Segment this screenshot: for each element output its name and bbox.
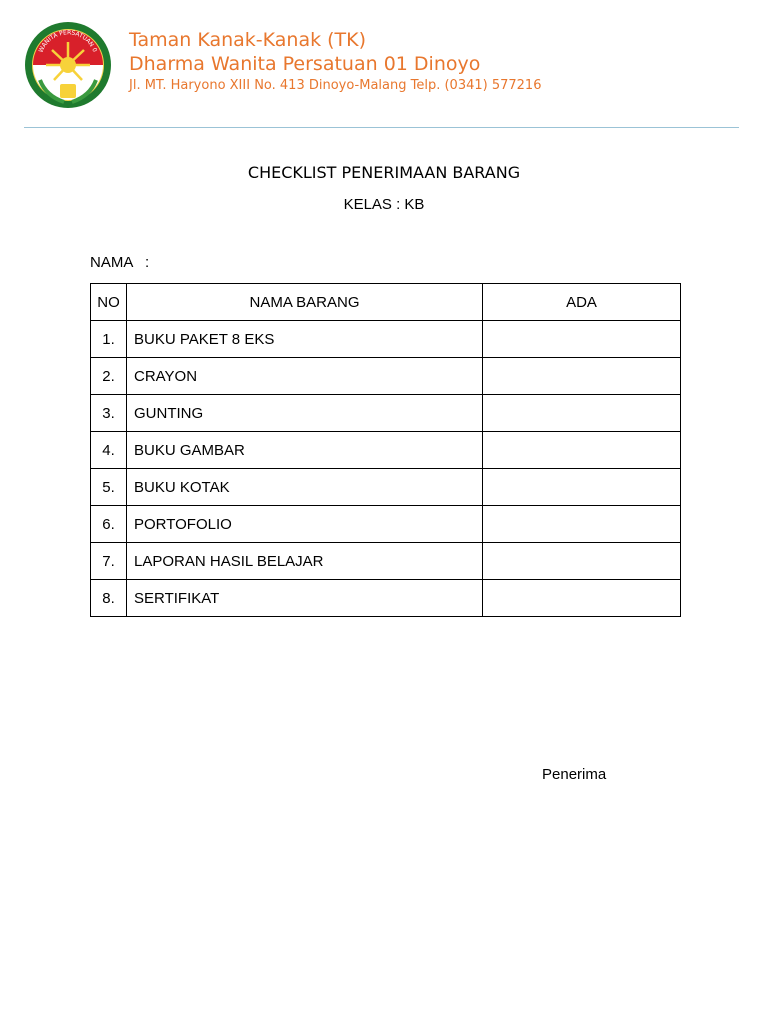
name-line: NAMA : [90,254,150,271]
table-header-row [91,284,681,321]
row-number: 5. [91,469,127,506]
table-row [91,469,681,506]
row-item: BUKU KOTAK [127,469,483,506]
header-divider [24,127,739,128]
row-item: GUNTING [127,395,483,432]
header-no: NO [91,284,127,321]
row-item: LAPORAN HASIL BELAJAR [127,543,483,580]
table-row [91,506,681,543]
table-row [91,395,681,432]
row-ada-cell[interactable] [483,469,681,506]
row-ada-cell[interactable] [483,358,681,395]
checklist-table [90,283,681,617]
school-name: Dharma Wanita Persatuan 01 Dinoyo [129,53,481,75]
row-ada-cell[interactable] [483,432,681,469]
school-logo [24,20,112,110]
row-number: 4. [91,432,127,469]
table-row [91,543,681,580]
table-row [91,580,681,617]
class-line: KELAS : KB [343,196,425,213]
receiver-label: Penerima [542,766,607,783]
row-ada-cell[interactable] [483,543,681,580]
header-ada: ADA [483,284,681,321]
header-item-name: NAMA BARANG [127,284,483,321]
school-type: Taman Kanak-Kanak (TK) [129,29,367,51]
row-number: 1. [91,321,127,358]
row-ada-cell[interactable] [483,506,681,543]
document-title: CHECKLIST PENERIMAAN BARANG [247,163,521,182]
table-row [91,432,681,469]
row-ada-cell[interactable] [483,395,681,432]
svg-text:DHARMA WANITA PERSATUAN 01 DIN: WANITA PERSATUAN 0 [37,29,99,54]
row-item: SERTIFIKAT [127,580,483,617]
letterhead [129,28,541,95]
row-number: 2. [91,358,127,395]
row-ada-cell[interactable] [483,321,681,358]
row-item: CRAYON [127,358,483,395]
school-address: Jl. MT. Haryono XIII No. 413 Dinoyo-Malang Telp. (0341) 577216 [129,78,542,93]
table-row [91,358,681,395]
table-row [91,321,681,358]
row-number: 7. [91,543,127,580]
row-item: PORTOFOLIO [127,506,483,543]
row-number: 6. [91,506,127,543]
row-ada-cell[interactable] [483,580,681,617]
row-number: 8. [91,580,127,617]
row-item: BUKU PAKET 8 EKS [127,321,483,358]
row-number: 3. [91,395,127,432]
row-item: BUKU GAMBAR [127,432,483,469]
